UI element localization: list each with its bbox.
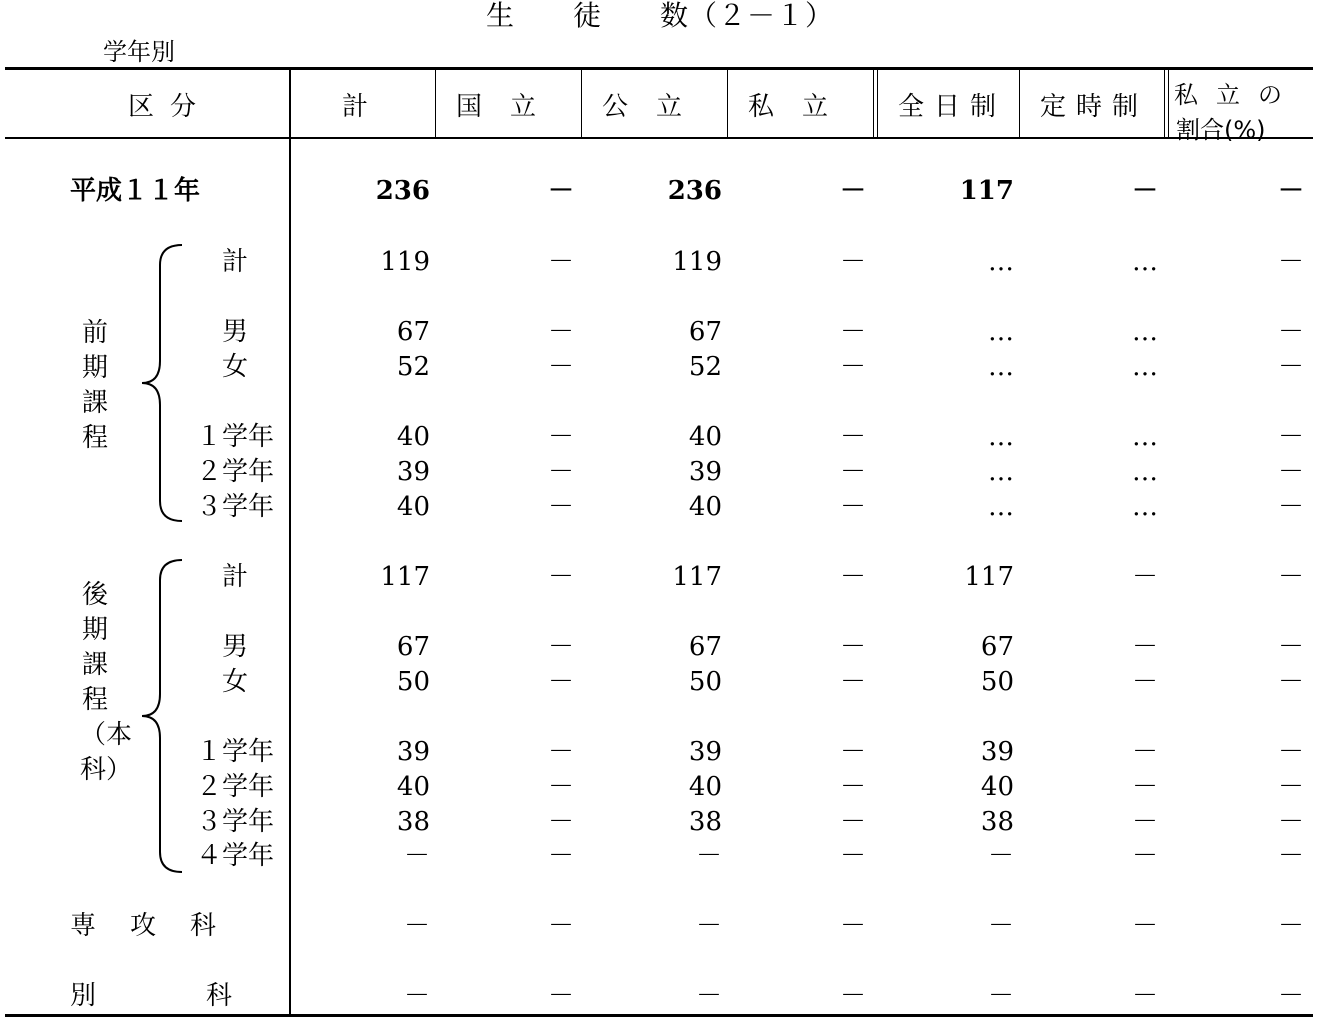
table-cell: 67 <box>688 317 722 347</box>
table-cell: － <box>839 667 866 697</box>
table-cell: 40 <box>688 492 722 522</box>
table-cell: 40 <box>980 772 1014 802</box>
table-cell: … <box>988 492 1014 522</box>
table-cell: 38 <box>980 807 1014 837</box>
table-cell: 117 <box>964 562 1014 592</box>
row-label: ３学年 <box>196 492 275 522</box>
table-cell: － <box>1277 911 1304 941</box>
table-cell: … <box>988 352 1014 382</box>
row-label: ４学年 <box>196 841 275 871</box>
table-cell: － <box>1277 667 1304 697</box>
table-cell: 236 <box>375 176 430 206</box>
table-cell: 39 <box>688 737 722 767</box>
header-parttime: 定時制 <box>1039 91 1148 122</box>
table-cell: 52 <box>688 352 722 382</box>
table-cell: － <box>1277 841 1304 871</box>
row-label: １学年 <box>196 422 275 452</box>
row-label: 男 <box>222 317 249 347</box>
page-title: 生 徒 数（２－１） <box>485 0 834 32</box>
table-cell: － <box>839 247 866 277</box>
table-cell: － <box>547 841 574 871</box>
table-cell: … <box>1132 317 1158 347</box>
table-cell: 40 <box>396 772 430 802</box>
table-cell: － <box>547 911 574 941</box>
table-cell: － <box>839 911 866 941</box>
row-label: 計 <box>222 247 249 277</box>
brace-early <box>136 243 186 533</box>
table-cell: 236 <box>667 176 722 206</box>
table-cell: … <box>988 422 1014 452</box>
table-cell: 119 <box>672 247 722 277</box>
table-cell: － <box>839 737 866 767</box>
row-label: ２学年 <box>196 772 275 802</box>
table-cell: － <box>839 457 866 487</box>
table-cell: … <box>988 317 1014 347</box>
table-cell: － <box>403 981 430 1011</box>
table-cell: － <box>1277 981 1304 1011</box>
header-private-ratio-line1: 私立の <box>1174 81 1300 109</box>
table-cell: － <box>987 981 1014 1011</box>
table-cell: … <box>1132 247 1158 277</box>
col-divider <box>727 70 728 137</box>
table-cell: － <box>839 807 866 837</box>
stub-divider <box>289 70 291 1014</box>
table-cell: － <box>547 422 574 452</box>
table-cell: … <box>1132 457 1158 487</box>
table-cell: 117 <box>959 176 1014 206</box>
table-cell: － <box>695 841 722 871</box>
table-cell: 50 <box>688 667 722 697</box>
table-cell: － <box>547 457 574 487</box>
table-cell: － <box>403 911 430 941</box>
col-divider <box>873 70 874 137</box>
col-divider <box>1164 70 1165 137</box>
table-cell: 40 <box>396 422 430 452</box>
table-cell: 67 <box>396 317 430 347</box>
table-cell: 67 <box>688 632 722 662</box>
table-cell: － <box>547 176 574 206</box>
table-cell: － <box>547 667 574 697</box>
table-cell: － <box>1277 562 1304 592</box>
row-label: 男 <box>222 632 249 662</box>
row-label: ２学年 <box>196 457 275 487</box>
table-cell: － <box>1277 317 1304 347</box>
table-cell: － <box>1131 562 1158 592</box>
table-cell: 39 <box>980 737 1014 767</box>
table-cell: － <box>839 176 866 206</box>
table-cell: 40 <box>396 492 430 522</box>
table-cell: － <box>839 841 866 871</box>
table-cell: － <box>1277 772 1304 802</box>
table-cell: 119 <box>380 247 430 277</box>
row-label: 平成１１年 <box>70 176 201 206</box>
header-rule <box>5 137 1313 139</box>
col-divider <box>1168 70 1169 137</box>
table-cell: － <box>547 981 574 1011</box>
table-cell: － <box>1131 176 1158 206</box>
row-label: 別科 <box>70 981 343 1011</box>
table-cell: － <box>547 492 574 522</box>
table-cell: － <box>839 317 866 347</box>
row-label: 計 <box>222 562 249 592</box>
table-cell: － <box>1277 737 1304 767</box>
table-cell: － <box>547 317 574 347</box>
table-cell: 40 <box>688 422 722 452</box>
table-cell: 39 <box>688 457 722 487</box>
table-cell: － <box>403 841 430 871</box>
header-category: 区分 <box>127 91 212 122</box>
bottom-rule <box>5 1014 1313 1017</box>
top-rule <box>5 67 1313 70</box>
table-cell: － <box>839 772 866 802</box>
table-cell: － <box>987 911 1014 941</box>
col-divider <box>877 70 878 137</box>
table-cell: － <box>1131 667 1158 697</box>
table-cell: － <box>547 737 574 767</box>
table-cell: － <box>1131 841 1158 871</box>
table-cell: … <box>1132 422 1158 452</box>
table-cell: 50 <box>396 667 430 697</box>
table-cell: … <box>988 247 1014 277</box>
table-cell: － <box>1277 632 1304 662</box>
col-divider <box>581 70 582 137</box>
row-label: 専攻科 <box>70 911 251 941</box>
table-cell: 52 <box>396 352 430 382</box>
table-cell: 39 <box>396 737 430 767</box>
row-label: ３学年 <box>196 807 275 837</box>
row-label: １学年 <box>196 737 275 767</box>
row-label: 女 <box>222 352 249 382</box>
table-cell: － <box>839 632 866 662</box>
table-cell: － <box>547 247 574 277</box>
table-cell: － <box>1277 352 1304 382</box>
table-cell: － <box>1131 807 1158 837</box>
table-cell: － <box>1131 737 1158 767</box>
table-cell: － <box>839 562 866 592</box>
table-cell: － <box>1131 632 1158 662</box>
brace-late <box>136 558 186 888</box>
table-cell: － <box>547 807 574 837</box>
table-cell: － <box>695 981 722 1011</box>
header-total: 計 <box>341 91 384 122</box>
table-cell: … <box>988 457 1014 487</box>
table-cell: 40 <box>688 772 722 802</box>
table-cell: 67 <box>980 632 1014 662</box>
table-cell: － <box>987 841 1014 871</box>
table-cell: － <box>839 981 866 1011</box>
header-national: 国立 <box>455 91 564 122</box>
table-cell: － <box>1277 457 1304 487</box>
table-cell: － <box>1277 807 1304 837</box>
header-public: 公立 <box>601 91 710 122</box>
table-cell: － <box>1131 981 1158 1011</box>
table-cell: － <box>839 492 866 522</box>
table-cell: － <box>839 422 866 452</box>
table-cell: … <box>1132 352 1158 382</box>
subtitle: 学年別 <box>103 38 175 66</box>
group-label-late: 後期課程（本科） <box>80 580 133 785</box>
table-cell: 39 <box>396 457 430 487</box>
table-cell: － <box>1277 492 1304 522</box>
table-cell: － <box>1131 911 1158 941</box>
table-cell: － <box>695 911 722 941</box>
table-cell: － <box>839 352 866 382</box>
table-cell: － <box>1277 176 1304 206</box>
table-cell: － <box>1131 772 1158 802</box>
table-cell: － <box>1277 422 1304 452</box>
table-cell: － <box>547 632 574 662</box>
table-cell: － <box>547 352 574 382</box>
table-cell: － <box>547 562 574 592</box>
table-cell: 117 <box>380 562 430 592</box>
group-label-early: 前期課程 <box>81 318 108 453</box>
table-cell: 67 <box>396 632 430 662</box>
header-private-ratio-line2: 割合(%) <box>1176 116 1266 144</box>
table-cell: 50 <box>980 667 1014 697</box>
col-divider <box>435 70 436 137</box>
table-cell: － <box>547 772 574 802</box>
table-cell: 38 <box>396 807 430 837</box>
row-label: 女 <box>222 667 249 697</box>
table-cell: 38 <box>688 807 722 837</box>
table-cell: … <box>1132 492 1158 522</box>
table-cell: － <box>1277 247 1304 277</box>
table-cell: 117 <box>672 562 722 592</box>
header-private: 私立 <box>747 91 856 122</box>
header-fulltime: 全日制 <box>897 91 1006 122</box>
